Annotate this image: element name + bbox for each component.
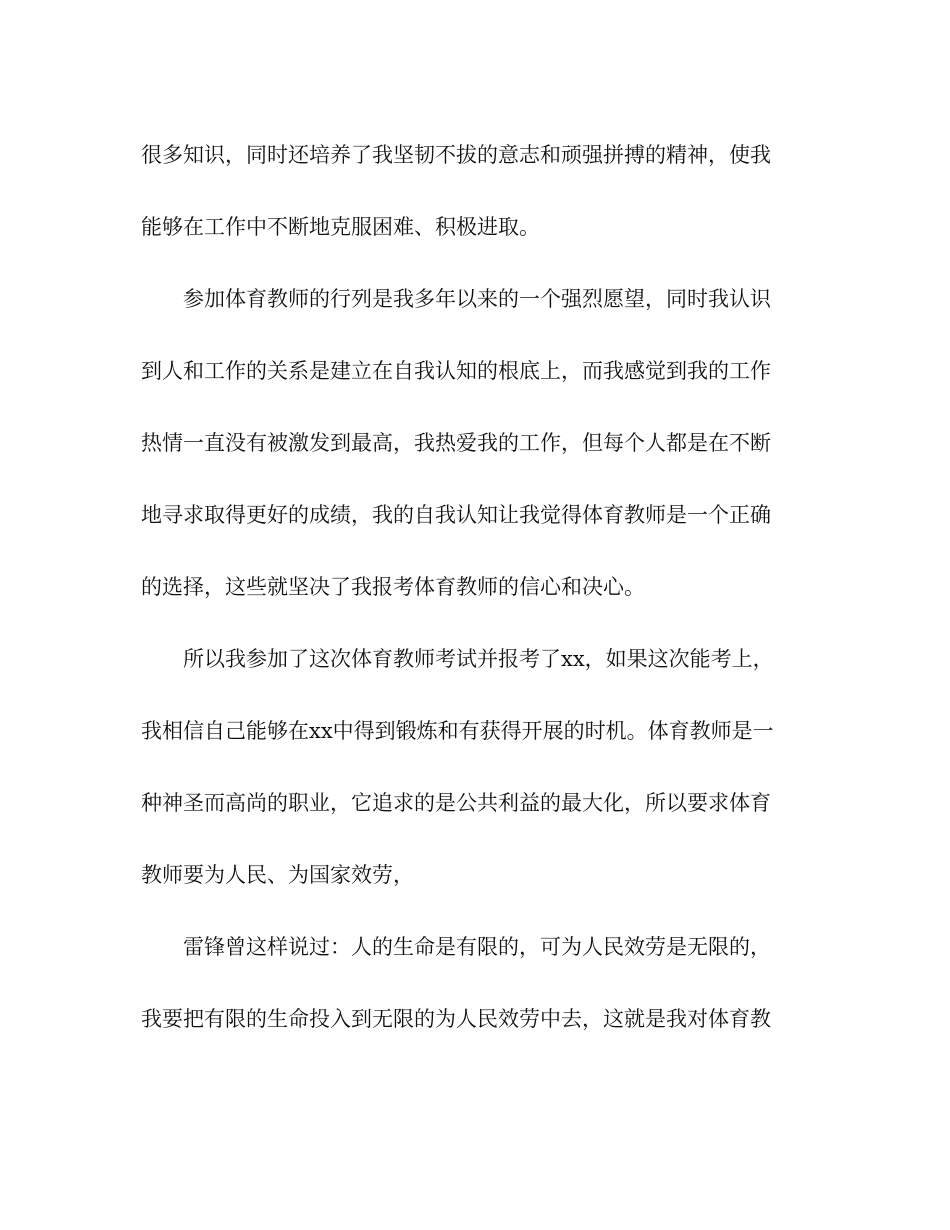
paragraph-start-line: 所以我参加了这次体育教师考试并报考了xx，如果这次能考上，: [183, 647, 774, 671]
text-line: 热情一直没有被激发到最高，我热爱我的工作，但每个人都是在不断: [141, 431, 771, 455]
paragraph-start-line: 参加体育教师的行列是我多年以来的一个强烈愿望，同时我认识: [183, 287, 771, 311]
paragraph-start-line: 雷锋曾这样说过：人的生命是有限的，可为人民效劳是无限的，: [183, 935, 771, 959]
text-line: 教师要为人民、为国家效劳，: [141, 863, 414, 887]
text-line: 的选择，这些就坚决了我报考体育教师的信心和决心。: [141, 575, 645, 599]
text-line: 地寻求取得更好的成绩，我的自我认知让我觉得体育教师是一个正确: [141, 503, 771, 527]
body-text: [141, 132, 805, 1068]
text-line: 种神圣而高尚的职业，它追求的是公共利益的最大化，所以要求体育: [141, 791, 771, 815]
text-line: 很多知识，同时还培养了我坚韧不拔的意志和顽强拼搏的精神，使我: [141, 143, 771, 167]
text-line: 我相信自己能够在xx中得到锻炼和有获得开展的时机。体育教师是一: [141, 719, 774, 743]
text-line: 我要把有限的生命投入到无限的为人民效劳中去，这就是我对体育教: [141, 1007, 771, 1031]
text-line: 能够在工作中不断地克服困难、积极进取。: [141, 215, 540, 239]
text-line: 到人和工作的关系是建立在自我认知的根底上，而我感觉到我的工作: [141, 359, 771, 383]
